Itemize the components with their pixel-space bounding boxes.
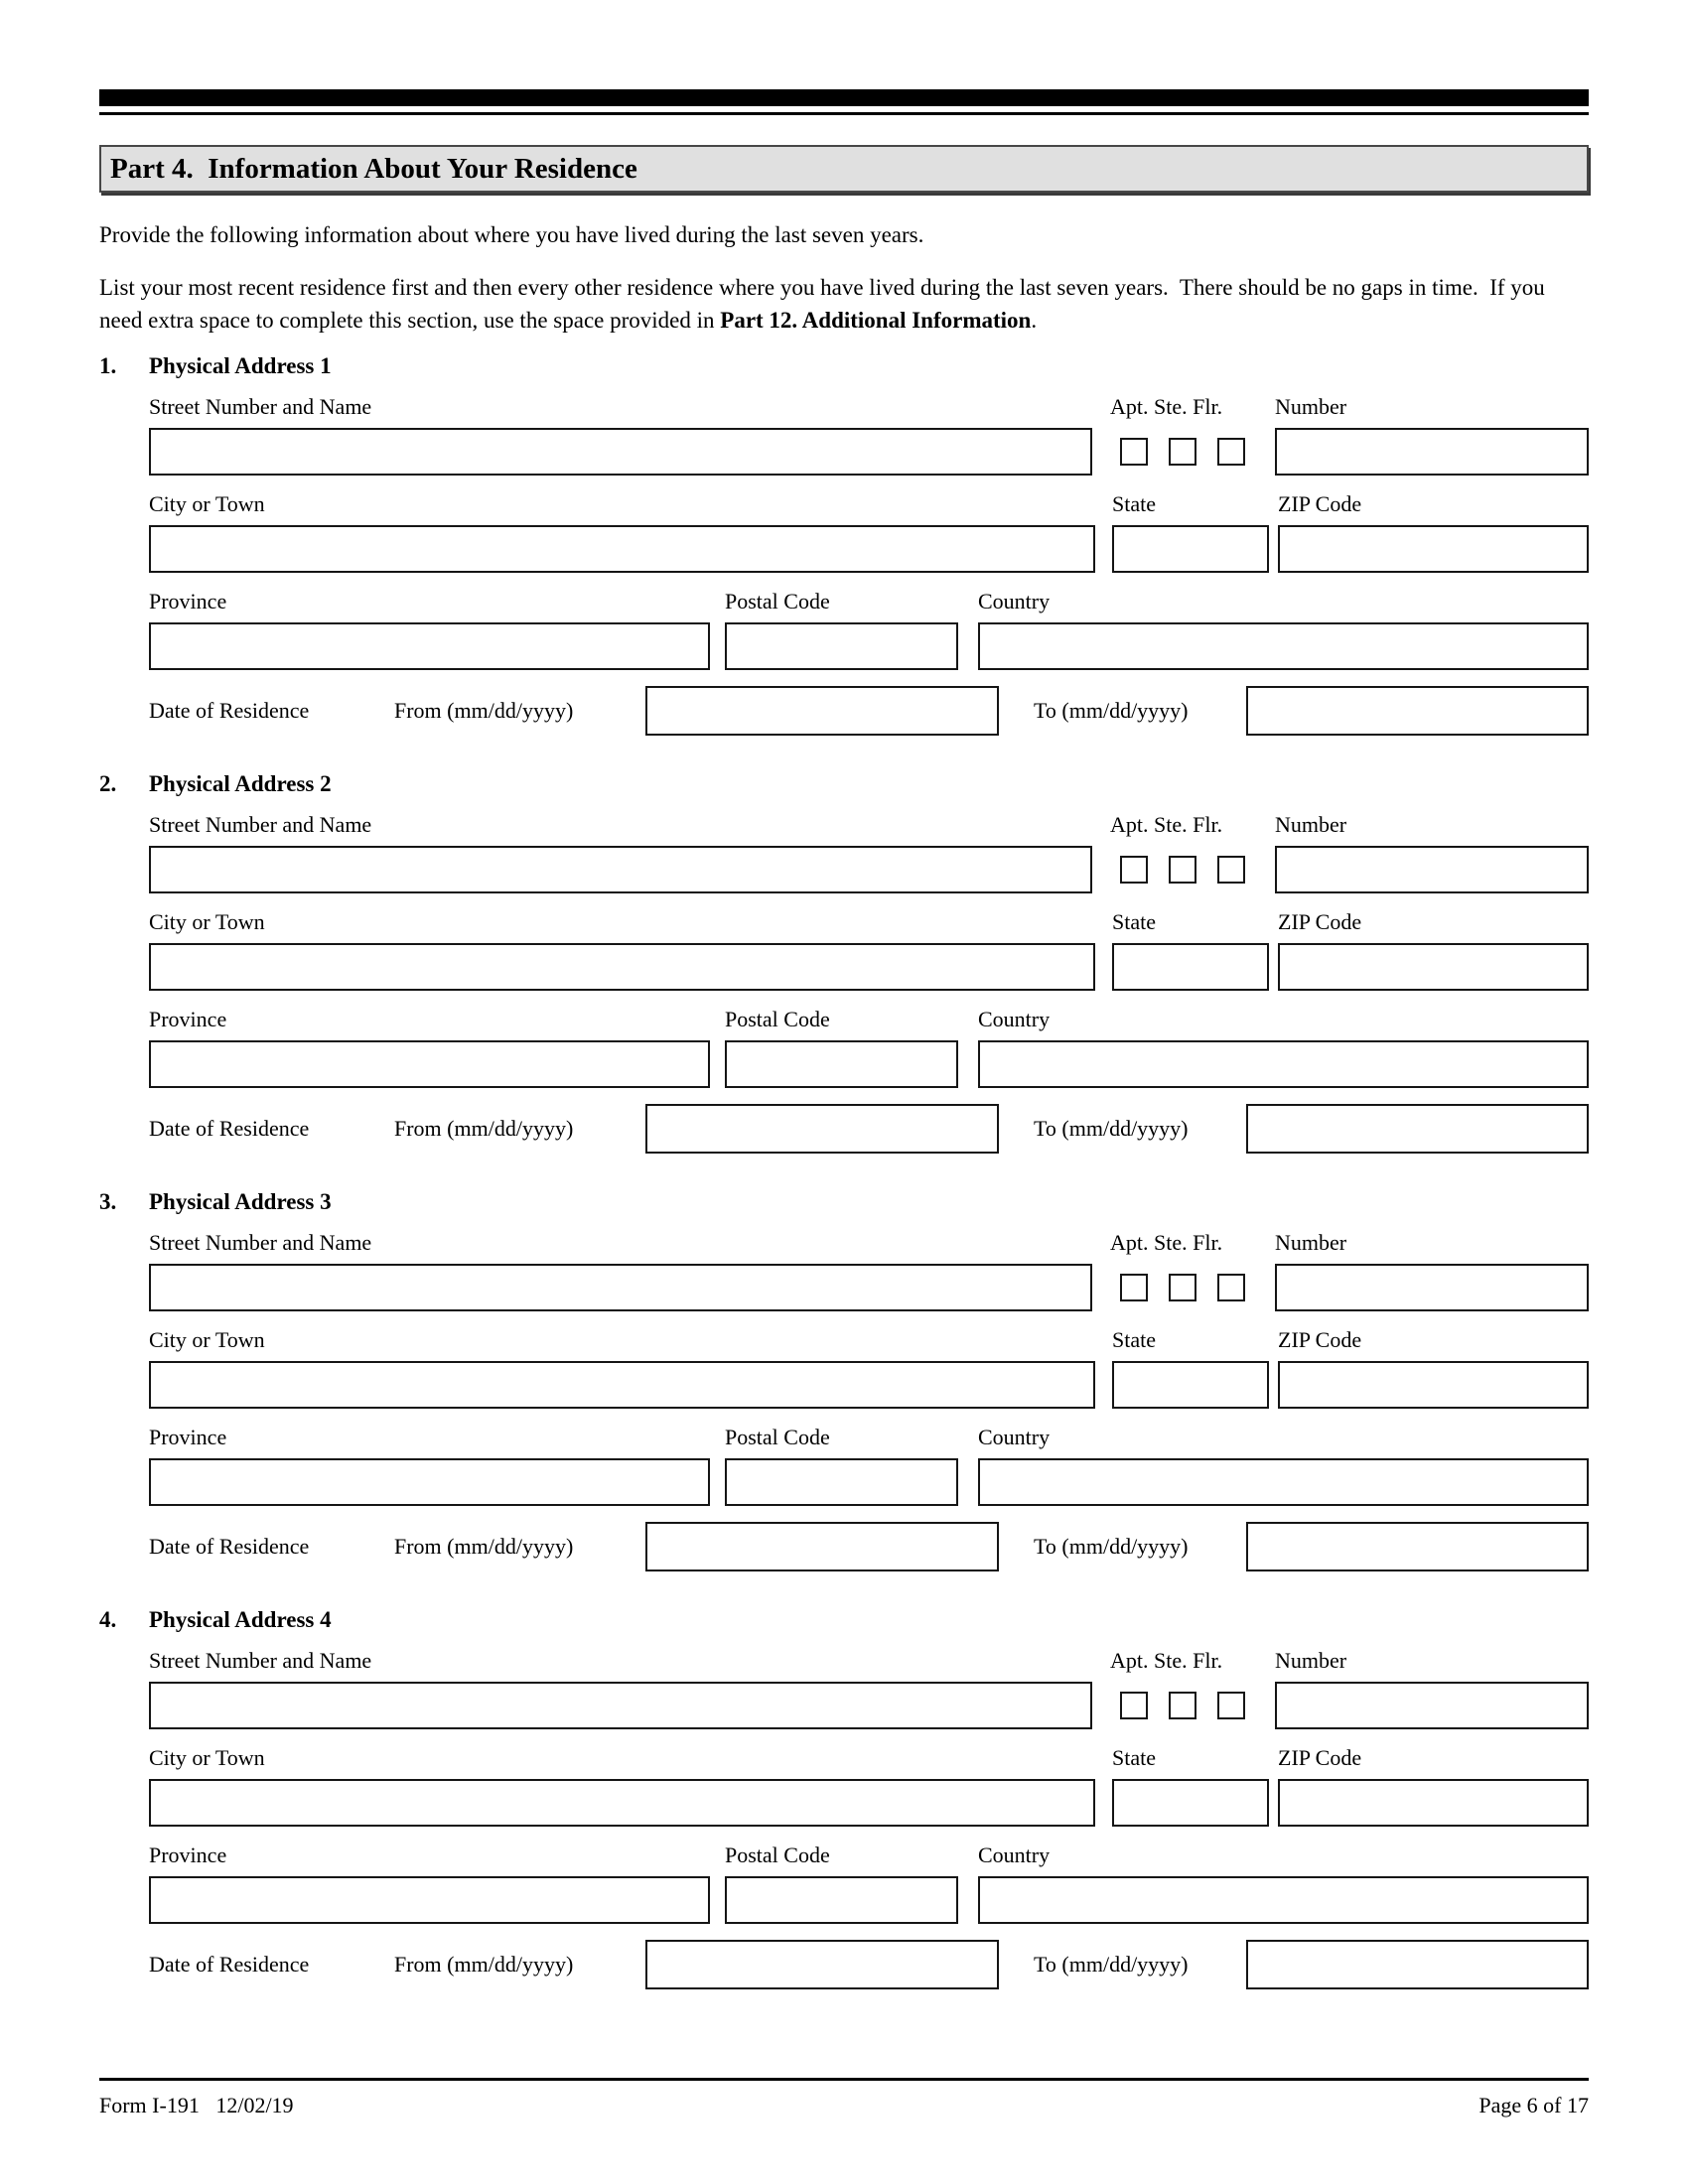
street-row (149, 1230, 1589, 1311)
city-label: City or Town (149, 491, 265, 516)
footer-page-number: Page 6 of 17 (1478, 2093, 1589, 2117)
section-number: 1. (99, 353, 117, 378)
from-date-label: From (mm/dd/yyyy) (394, 1952, 574, 1977)
form-page (99, 0, 1589, 2184)
apt-number-input[interactable] (1275, 846, 1589, 893)
street-input[interactable] (149, 1264, 1092, 1311)
country-field (978, 1425, 1589, 1506)
zip-field (1278, 909, 1589, 991)
province-input[interactable] (149, 1876, 710, 1924)
footer-divider-line (99, 2078, 1589, 2081)
ste-checkbox[interactable] (1169, 1274, 1196, 1301)
state-label: State (1112, 1327, 1156, 1352)
postal-code-input[interactable] (725, 622, 958, 670)
to-date-input[interactable] (1246, 1522, 1589, 1571)
to-date-label: To (mm/dd/yyyy) (1034, 1116, 1189, 1141)
street-field (149, 812, 1092, 893)
street-row (149, 394, 1589, 476)
apt-checkbox[interactable] (1120, 1274, 1148, 1301)
postal-code-label: Postal Code (725, 1843, 830, 1867)
intro-paragraph-2-text: List your most recent residence first and then every other residence where you have lived during the last seven years. There should be no gaps in time. If you need extra space to complete this section, use the space provided in (99, 275, 1551, 333)
date-of-residence-row (149, 686, 1589, 736)
apt-ste-flr-field (1110, 1230, 1245, 1311)
to-date-input[interactable] (1246, 1104, 1589, 1154)
apt-ste-flr-checkbox-group (1110, 846, 1245, 893)
province-postal-country-row (149, 1425, 1589, 1506)
country-input[interactable] (978, 1458, 1589, 1506)
province-field (149, 1425, 710, 1506)
street-input[interactable] (149, 846, 1092, 893)
date-of-residence-label: Date of Residence (149, 698, 310, 723)
city-field (149, 909, 1095, 991)
province-label: Province (149, 1007, 227, 1031)
state-input[interactable] (1112, 1779, 1269, 1827)
postal-code-input[interactable] (725, 1040, 958, 1088)
street-label: Street Number and Name (149, 812, 372, 837)
intro-paragraph-1: Provide the following information about where you have lived during the last seven years. (99, 222, 924, 247)
ste-checkbox[interactable] (1169, 438, 1196, 466)
from-date-input[interactable] (645, 1940, 999, 1989)
city-input[interactable] (149, 1361, 1095, 1409)
country-field (978, 1843, 1589, 1924)
page-footer (99, 2078, 1589, 2118)
province-label: Province (149, 589, 227, 614)
ste-checkbox[interactable] (1169, 1692, 1196, 1719)
section-title: Physical Address 4 (149, 1607, 332, 1632)
ste-checkbox[interactable] (1169, 856, 1196, 884)
apt-ste-flr-field (1110, 812, 1245, 893)
section-number: 2. (99, 771, 117, 796)
apt-ste-flr-label: Apt. Ste. Flr. (1110, 394, 1223, 419)
province-field (149, 589, 710, 670)
to-date-label: To (mm/dd/yyyy) (1034, 1952, 1189, 1977)
city-input[interactable] (149, 1779, 1095, 1827)
physical-address-section (99, 1606, 1589, 1989)
postal-code-input[interactable] (725, 1876, 958, 1924)
postal-code-field (725, 1843, 958, 1924)
apt-ste-flr-field (1110, 1648, 1245, 1729)
postal-code-input[interactable] (725, 1458, 958, 1506)
city-label: City or Town (149, 909, 265, 934)
state-input[interactable] (1112, 943, 1269, 991)
state-label: State (1112, 491, 1156, 516)
province-postal-country-row (149, 589, 1589, 670)
number-field (1275, 1230, 1589, 1311)
section-number: 3. (99, 1189, 117, 1214)
from-date-label: From (mm/dd/yyyy) (394, 698, 574, 723)
section-heading (99, 770, 1589, 798)
city-input[interactable] (149, 525, 1095, 573)
part-4-header (99, 145, 1589, 193)
number-label: Number (1275, 1230, 1347, 1255)
street-label: Street Number and Name (149, 1648, 372, 1673)
city-field (149, 1327, 1095, 1409)
state-field (1112, 1745, 1269, 1827)
from-date-label: From (mm/dd/yyyy) (394, 1534, 574, 1559)
from-date-input[interactable] (645, 686, 999, 736)
street-label: Street Number and Name (149, 1230, 372, 1255)
state-label: State (1112, 909, 1156, 934)
postal-code-label: Postal Code (725, 1007, 830, 1031)
country-field (978, 1007, 1589, 1088)
date-of-residence-row (149, 1522, 1589, 1571)
zip-input[interactable] (1278, 1779, 1589, 1827)
province-label: Province (149, 1843, 227, 1867)
from-date-input[interactable] (645, 1522, 999, 1571)
zip-field (1278, 491, 1589, 573)
province-field (149, 1843, 710, 1924)
to-date-label: To (mm/dd/yyyy) (1034, 698, 1189, 723)
city-state-zip-row (149, 1745, 1589, 1827)
street-row (149, 1648, 1589, 1729)
to-date-input[interactable] (1246, 686, 1589, 736)
street-field (149, 1230, 1092, 1311)
province-postal-country-row (149, 1843, 1589, 1924)
apt-ste-flr-checkbox-group (1110, 1682, 1245, 1729)
top-divider-line (99, 112, 1589, 115)
zip-input[interactable] (1278, 1361, 1589, 1409)
flr-checkbox[interactable] (1217, 1274, 1245, 1301)
apt-number-input[interactable] (1275, 1682, 1589, 1729)
street-input[interactable] (149, 428, 1092, 476)
country-label: Country (978, 589, 1051, 614)
footer-form-number: Form I-191 12/02/19 (99, 2093, 294, 2117)
state-label: State (1112, 1745, 1156, 1770)
apt-number-input[interactable] (1275, 428, 1589, 476)
postal-code-label: Postal Code (725, 1425, 830, 1449)
country-input[interactable] (978, 1040, 1589, 1088)
city-label: City or Town (149, 1745, 265, 1770)
apt-checkbox[interactable] (1120, 1692, 1148, 1719)
physical-address-sections (99, 352, 1589, 1989)
flr-checkbox[interactable] (1217, 1692, 1245, 1719)
city-label: City or Town (149, 1327, 265, 1352)
province-label: Province (149, 1425, 227, 1449)
postal-code-field (725, 1425, 958, 1506)
state-input[interactable] (1112, 1361, 1269, 1409)
province-input[interactable] (149, 1040, 710, 1088)
date-of-residence-label: Date of Residence (149, 1116, 310, 1141)
section-heading (99, 1606, 1589, 1634)
number-field (1275, 394, 1589, 476)
part-4-title: Part 4. Information About Your Residence (110, 152, 637, 185)
intro-paragraph-2-bold-ref: Part 12. Additional Information (720, 308, 1032, 333)
section-title: Physical Address 2 (149, 771, 332, 796)
flr-checkbox[interactable] (1217, 856, 1245, 884)
apt-checkbox[interactable] (1120, 856, 1148, 884)
date-of-residence-row (149, 1104, 1589, 1154)
city-state-zip-row (149, 491, 1589, 573)
section-number: 4. (99, 1607, 117, 1632)
street-row (149, 812, 1589, 893)
street-label: Street Number and Name (149, 394, 372, 419)
physical-address-section (99, 352, 1589, 736)
city-field (149, 1745, 1095, 1827)
state-field (1112, 909, 1269, 991)
number-label: Number (1275, 812, 1347, 837)
to-date-input[interactable] (1246, 1940, 1589, 1989)
date-of-residence-label: Date of Residence (149, 1952, 310, 1977)
apt-ste-flr-label: Apt. Ste. Flr. (1110, 812, 1223, 837)
apt-ste-flr-checkbox-group (1110, 428, 1245, 476)
intro-paragraph-2-suffix: . (1031, 308, 1038, 333)
province-field (149, 1007, 710, 1088)
city-field (149, 491, 1095, 573)
postal-code-field (725, 1007, 958, 1088)
zip-field (1278, 1745, 1589, 1827)
postal-code-label: Postal Code (725, 589, 830, 614)
section-title: Physical Address 3 (149, 1189, 332, 1214)
to-date-label: To (mm/dd/yyyy) (1034, 1534, 1189, 1559)
apt-ste-flr-label: Apt. Ste. Flr. (1110, 1230, 1223, 1255)
state-input[interactable] (1112, 525, 1269, 573)
country-input[interactable] (978, 622, 1589, 670)
country-label: Country (978, 1425, 1051, 1449)
zip-label: ZIP Code (1278, 491, 1362, 516)
from-date-label: From (mm/dd/yyyy) (394, 1116, 574, 1141)
number-field (1275, 1648, 1589, 1729)
date-of-residence-row (149, 1940, 1589, 1989)
flr-checkbox[interactable] (1217, 438, 1245, 466)
state-field (1112, 491, 1269, 573)
zip-input[interactable] (1278, 943, 1589, 991)
zip-field (1278, 1327, 1589, 1409)
date-of-residence-label: Date of Residence (149, 1534, 310, 1559)
street-input[interactable] (149, 1682, 1092, 1729)
zip-label: ZIP Code (1278, 909, 1362, 934)
physical-address-section (99, 1188, 1589, 1571)
country-input[interactable] (978, 1876, 1589, 1924)
number-field (1275, 812, 1589, 893)
zip-label: ZIP Code (1278, 1745, 1362, 1770)
province-input[interactable] (149, 622, 710, 670)
street-field (149, 394, 1092, 476)
city-input[interactable] (149, 943, 1095, 991)
section-heading (99, 352, 1589, 380)
apt-checkbox[interactable] (1120, 438, 1148, 466)
number-label: Number (1275, 394, 1347, 419)
section-title: Physical Address 1 (149, 353, 332, 378)
apt-ste-flr-field (1110, 394, 1245, 476)
state-field (1112, 1327, 1269, 1409)
country-field (978, 589, 1589, 670)
street-field (149, 1648, 1092, 1729)
apt-ste-flr-checkbox-group (1110, 1264, 1245, 1311)
number-label: Number (1275, 1648, 1347, 1673)
from-date-input[interactable] (645, 1104, 999, 1154)
top-black-bar (99, 89, 1589, 106)
province-postal-country-row (149, 1007, 1589, 1088)
city-state-zip-row (149, 909, 1589, 991)
physical-address-section (99, 770, 1589, 1154)
country-label: Country (978, 1843, 1051, 1867)
zip-input[interactable] (1278, 525, 1589, 573)
province-input[interactable] (149, 1458, 710, 1506)
intro-paragraph-2 (99, 271, 1589, 337)
postal-code-field (725, 589, 958, 670)
section-heading (99, 1188, 1589, 1216)
zip-label: ZIP Code (1278, 1327, 1362, 1352)
city-state-zip-row (149, 1327, 1589, 1409)
apt-ste-flr-label: Apt. Ste. Flr. (1110, 1648, 1223, 1673)
country-label: Country (978, 1007, 1051, 1031)
apt-number-input[interactable] (1275, 1264, 1589, 1311)
